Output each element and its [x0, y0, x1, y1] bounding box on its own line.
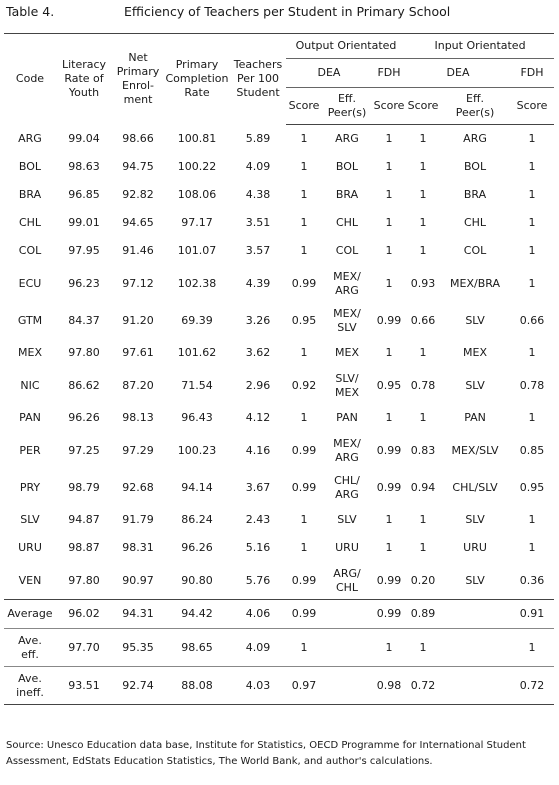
cell-literacy: 94.87 [68, 513, 100, 526]
cell-output-peers-line: MEX [335, 385, 359, 399]
cell-output-dea-score: 0.92 [291, 378, 317, 392]
header-line: Per 100 [236, 72, 280, 86]
cell-teachers: 4.39 [245, 276, 271, 290]
cell-completion: 69.39 [181, 313, 213, 327]
cell-code: VEN [18, 573, 42, 587]
cell-output-dea-score: 1 [300, 411, 308, 424]
cell-input-dea-score: 1 [419, 188, 427, 201]
cell-output-peers [322, 600, 372, 629]
cell-input-fdh: 0.72 [510, 667, 554, 705]
header-completion [164, 34, 230, 125]
cell-input-peers: BRA [463, 188, 487, 201]
cell-code [4, 667, 56, 705]
cell-output-fdh: 1 [385, 411, 393, 424]
cell-literacy: 99.04 [68, 131, 100, 145]
header-line: Primary [116, 65, 160, 79]
cell-output-fdh: 1 [385, 346, 393, 359]
header-output-dea: DEA [286, 59, 372, 88]
cell-output-fdh: 1 [385, 216, 393, 229]
cell-input-dea-score: 0.66 [410, 313, 436, 327]
cell-output-fdh: 1 [385, 513, 393, 526]
cell-code-line: Ave. [18, 671, 42, 685]
cell-input-dea-score: 0.72 [406, 667, 440, 705]
cell-input-peers: PAN [464, 411, 486, 424]
table-row [4, 237, 554, 265]
cell-input-fdh: 1 [528, 346, 536, 359]
header-line: Eff. [466, 92, 485, 105]
cell-input-fdh: 1 [528, 276, 536, 290]
cell-output-peers [322, 265, 372, 302]
cell-completion: 100.23 [177, 443, 217, 457]
summary-row [4, 667, 554, 705]
header-line: Teachers [233, 58, 283, 72]
cell-output-dea-score: 0.99 [291, 480, 317, 494]
cell-output-peers [322, 534, 372, 562]
cell-input-dea-score: 0.78 [410, 378, 436, 392]
cell-input-fdh: 0.78 [519, 378, 545, 392]
cell-output-peers [322, 506, 372, 534]
cell-teachers: 3.26 [245, 313, 271, 327]
table-row [4, 302, 554, 339]
table-caption: Efficiency of Teachers per Student in Primary School [124, 4, 451, 19]
cell-completion: 108.06 [177, 188, 217, 201]
header-line: Rate of [64, 72, 104, 86]
cell-literacy: 99.01 [68, 216, 100, 229]
cell-literacy: 97.95 [68, 244, 100, 257]
cell-output-fdh: 0.99 [376, 573, 402, 587]
cell-input-peers: BOL [463, 160, 487, 173]
header-input-orientated: Input Orientated [406, 34, 554, 59]
cell-completion: 96.26 [181, 541, 213, 554]
cell-net-primary: 92.74 [112, 667, 164, 705]
cell-input-peers [440, 629, 510, 667]
cell-input-dea-score: 0.94 [410, 480, 436, 494]
cell-input-fdh: 1 [528, 411, 536, 424]
cell-code: BRA [18, 188, 42, 201]
cell-teachers: 4.38 [245, 188, 271, 201]
header-input-fdh: FDH [510, 59, 554, 88]
cell-code: PER [19, 443, 41, 457]
cell-teachers: 4.06 [230, 600, 286, 629]
cell-output-dea-score: 0.99 [291, 276, 317, 290]
cell-literacy: 97.70 [56, 629, 112, 667]
cell-literacy: 97.80 [68, 573, 100, 587]
cell-teachers: 4.12 [245, 411, 271, 424]
cell-teachers: 3.62 [245, 346, 271, 359]
cell-output-dea-score: 1 [300, 244, 308, 257]
summary-row [4, 629, 554, 667]
cell-output-peers [322, 125, 372, 154]
cell-teachers: 4.16 [245, 443, 271, 457]
table-row [4, 125, 554, 154]
cell-input-fdh: 0.85 [519, 443, 545, 457]
cell-output-peers-line: BOL [335, 160, 359, 173]
cell-output-dea-score: 0.99 [291, 573, 317, 587]
cell-completion: 101.62 [177, 346, 217, 359]
cell-input-peers: COL [463, 244, 487, 257]
cell-input-peers: SLV [465, 313, 485, 327]
cell-completion: 88.08 [164, 667, 230, 705]
cell-net-primary: 98.31 [122, 541, 154, 554]
cell-net-primary: 91.46 [122, 244, 154, 257]
header-line: Rate [184, 86, 210, 100]
cell-output-fdh: 1 [385, 188, 393, 201]
cell-output-peers [322, 367, 372, 404]
cell-output-fdh: 0.99 [372, 600, 406, 629]
cell-code: BOL [18, 160, 42, 173]
cell-teachers: 5.76 [245, 573, 271, 587]
cell-output-peers [322, 469, 372, 506]
cell-output-dea-score: 0.97 [286, 667, 322, 705]
header-input-dea-score: Score [406, 88, 440, 125]
cell-input-fdh: 1 [528, 188, 536, 201]
cell-completion: 71.54 [181, 378, 213, 392]
cell-output-dea-score: 0.99 [286, 600, 322, 629]
cell-output-fdh: 0.99 [376, 480, 402, 494]
cell-input-peers [440, 600, 510, 629]
cell-input-fdh: 0.95 [519, 480, 545, 494]
cell-output-peers-line: CHL [335, 580, 359, 594]
cell-input-peers: URU [463, 541, 487, 554]
cell-input-dea-score: 1 [419, 411, 427, 424]
cell-output-fdh: 0.95 [376, 378, 402, 392]
cell-teachers: 5.16 [245, 541, 271, 554]
cell-output-fdh: 1 [385, 276, 393, 290]
cell-input-peers: MEX/BRA [450, 276, 500, 290]
cell-output-peers-line: ARG [335, 283, 359, 297]
cell-input-fdh: 0.91 [510, 600, 554, 629]
header-line: Peer(s) [455, 106, 495, 119]
cell-output-peers [322, 237, 372, 265]
cell-output-peers [322, 153, 372, 181]
header-line: Eff. [337, 92, 357, 105]
table-row [4, 404, 554, 432]
table-row [4, 181, 554, 209]
header-line: Primary [175, 58, 219, 72]
header-line: Enrol- [122, 79, 154, 93]
header-net-primary [112, 34, 164, 125]
cell-literacy: 96.85 [68, 188, 100, 201]
cell-input-fdh: 1 [528, 216, 536, 229]
table-row [4, 265, 554, 302]
cell-output-fdh: 0.99 [376, 313, 402, 327]
cell-input-dea-score: 1 [419, 513, 427, 526]
table-row [4, 469, 554, 506]
cell-net-primary: 91.79 [122, 513, 154, 526]
cell-completion: 102.38 [177, 276, 217, 290]
cell-net-primary: 98.13 [122, 411, 154, 424]
cell-input-dea-score: 1 [419, 216, 427, 229]
header-output-fdh: FDH [372, 59, 406, 88]
cell-output-peers [322, 209, 372, 237]
cell-completion: 86.24 [181, 513, 213, 526]
cell-net-primary: 91.20 [122, 313, 154, 327]
cell-input-dea-score: 0.93 [410, 276, 436, 290]
cell-output-dea-score: 1 [300, 132, 308, 145]
cell-completion: 98.65 [164, 629, 230, 667]
cell-input-peers: MEX/SLV [451, 443, 499, 457]
cell-completion: 90.80 [181, 573, 213, 587]
header-input-dea: DEA [406, 59, 510, 88]
cell-completion: 94.42 [164, 600, 230, 629]
cell-net-primary: 98.66 [122, 131, 154, 145]
cell-output-dea-score: 0.95 [291, 313, 317, 327]
cell-input-dea-score: 1 [419, 132, 427, 145]
cell-input-fdh: 1 [510, 629, 554, 667]
cell-code-line: ineff. [16, 685, 44, 699]
cell-output-peers-line: BRA [335, 188, 359, 201]
cell-literacy: 96.26 [68, 411, 100, 424]
cell-code-line: eff. [21, 647, 39, 661]
header-line: Completion [165, 72, 229, 86]
cell-teachers: 5.89 [245, 131, 271, 145]
cell-literacy: 98.63 [68, 160, 100, 173]
cell-output-peers-line: SLV/ [335, 371, 359, 385]
cell-input-peers: MEX [463, 346, 488, 359]
header-literacy [56, 34, 112, 125]
cell-output-peers-line: COL [335, 244, 359, 257]
cell-output-peers-line: ARG [335, 450, 359, 464]
header-line: Student [236, 86, 280, 100]
cell-output-fdh: 1 [385, 244, 393, 257]
cell-output-dea-score: 1 [300, 216, 308, 229]
cell-teachers: 3.51 [245, 216, 271, 229]
cell-input-peers: CHL/SLV [452, 480, 498, 494]
cell-code: COL [18, 244, 42, 257]
header-line: Youth [68, 86, 100, 100]
cell-code: SLV [20, 513, 40, 526]
cell-code: URU [18, 541, 42, 554]
cell-input-dea-score: 1 [419, 541, 427, 554]
cell-output-peers [322, 404, 372, 432]
cell-completion: 94.14 [181, 480, 213, 494]
header-teachers [230, 34, 286, 125]
cell-code: PRY [19, 480, 41, 494]
table-body [4, 125, 554, 600]
cell-net-primary: 97.12 [122, 276, 154, 290]
summary-row [4, 600, 554, 629]
table-row [4, 367, 554, 404]
cell-literacy: 93.51 [56, 667, 112, 705]
table-row [4, 506, 554, 534]
header-line: Literacy [61, 58, 107, 72]
cell-input-fdh: 1 [528, 132, 536, 145]
cell-output-peers-line: MEX/ [333, 436, 361, 450]
cell-input-fdh: 1 [528, 160, 536, 173]
cell-input-dea-score: 0.89 [406, 600, 440, 629]
cell-completion: 101.07 [177, 244, 217, 257]
cell-input-dea-score: 1 [419, 244, 427, 257]
cell-net-primary: 90.97 [122, 573, 154, 587]
cell-output-dea-score: 0.99 [291, 443, 317, 457]
cell-output-peers-line: SLV [337, 320, 357, 334]
cell-output-fdh: 0.98 [372, 667, 406, 705]
cell-literacy: 98.79 [68, 480, 100, 494]
cell-code [4, 629, 56, 667]
cell-net-primary: 87.20 [122, 378, 154, 392]
cell-output-dea-score: 1 [300, 188, 308, 201]
cell-code [4, 600, 56, 629]
cell-input-peers: SLV [465, 513, 485, 526]
cell-output-peers-line: PAN [336, 411, 358, 424]
cell-literacy: 97.25 [68, 443, 100, 457]
cell-output-fdh: 1 [385, 132, 393, 145]
cell-output-peers-line: MEX [335, 346, 359, 359]
cell-input-fdh: 1 [528, 541, 536, 554]
cell-output-peers [322, 181, 372, 209]
cell-net-primary: 92.82 [122, 188, 154, 201]
cell-output-peers [322, 667, 372, 705]
cell-output-dea-score: 1 [300, 513, 308, 526]
cell-input-dea-score: 0.20 [410, 573, 436, 587]
cell-code: ECU [18, 276, 42, 290]
cell-output-peers-line: ARG [335, 132, 359, 145]
table-number: Table 4. [6, 4, 55, 19]
cell-teachers: 2.43 [245, 513, 271, 526]
cell-code: ARG [18, 131, 42, 145]
cell-literacy: 97.80 [68, 346, 100, 359]
header-code: Code [4, 34, 56, 125]
cell-literacy: 86.62 [68, 378, 100, 392]
cell-code: CHL [18, 216, 42, 229]
efficiency-table [4, 33, 554, 705]
table-row [4, 562, 554, 600]
cell-literacy: 96.02 [56, 600, 112, 629]
cell-output-peers [322, 339, 372, 367]
header-output-orientated: Output Orientated [286, 34, 406, 59]
cell-input-peers [440, 667, 510, 705]
cell-input-peers: SLV [465, 378, 485, 392]
cell-output-fdh: 1 [385, 160, 393, 173]
cell-net-primary: 97.29 [122, 443, 154, 457]
cell-output-peers [322, 562, 372, 600]
cell-output-peers-line: ARG [335, 487, 359, 501]
table-row [4, 534, 554, 562]
cell-input-dea-score: 1 [406, 629, 440, 667]
cell-code: MEX [18, 346, 42, 359]
cell-code: PAN [19, 411, 41, 424]
header-line: Peer(s) [327, 106, 367, 119]
cell-input-fdh: 1 [528, 244, 536, 257]
header-output-fdh-score: Score [372, 88, 406, 125]
header-line: ment [123, 93, 153, 107]
cell-completion: 100.81 [177, 131, 217, 145]
cell-net-primary: 97.61 [122, 346, 154, 359]
source-note: Source: Unesco Education data base, Institute for Statistics, OECD Programme for International Student Assessment, EdStats Education Statistics, The World Bank, and author's calculations. [6, 740, 526, 767]
cell-input-fdh: 0.66 [519, 313, 545, 327]
header-output-eff-peers [322, 88, 372, 125]
cell-net-primary: 92.68 [122, 480, 154, 494]
cell-output-peers [322, 302, 372, 339]
table-row [4, 339, 554, 367]
cell-teachers: 4.03 [230, 667, 286, 705]
cell-input-fdh: 1 [528, 513, 536, 526]
table-title [6, 2, 554, 22]
cell-input-dea-score: 1 [419, 160, 427, 173]
cell-input-peers: SLV [465, 573, 485, 587]
cell-output-peers-line: CHL/ [334, 473, 360, 487]
cell-teachers: 4.09 [230, 629, 286, 667]
cell-code: GTM [17, 313, 43, 327]
cell-teachers: 2.96 [245, 378, 271, 392]
header-output-dea-score: Score [286, 88, 322, 125]
cell-code: NIC [20, 378, 40, 392]
cell-teachers: 3.57 [245, 244, 271, 257]
cell-output-peers-line: CHL [335, 216, 359, 229]
cell-net-primary: 94.65 [122, 216, 154, 229]
cell-literacy: 98.87 [68, 541, 100, 554]
table-row [4, 153, 554, 181]
header-input-fdh-score: Score [510, 88, 554, 125]
cell-output-peers [322, 432, 372, 469]
cell-teachers: 3.67 [245, 480, 271, 494]
cell-input-dea-score: 1 [419, 346, 427, 359]
cell-literacy: 96.23 [68, 276, 100, 290]
table-header [4, 34, 554, 125]
cell-output-peers-line: SLV [337, 513, 357, 526]
cell-completion: 96.43 [181, 411, 213, 424]
table-summary [4, 600, 554, 705]
cell-output-peers-line: ARG/ [333, 566, 361, 580]
header-line: Net [128, 51, 148, 65]
cell-output-dea-score: 1 [300, 160, 308, 173]
cell-literacy: 84.37 [68, 313, 100, 327]
cell-output-peers-line: MEX/ [333, 306, 361, 320]
cell-output-fdh: 0.99 [376, 443, 402, 457]
cell-output-peers [322, 629, 372, 667]
cell-output-peers-line: URU [335, 541, 359, 554]
cell-output-fdh: 1 [372, 629, 406, 667]
cell-output-dea-score: 1 [300, 346, 308, 359]
header-input-eff-peers [440, 88, 510, 125]
cell-input-fdh: 0.36 [519, 573, 545, 587]
table-row [4, 209, 554, 237]
cell-completion: 100.22 [177, 160, 217, 173]
cell-output-fdh: 1 [385, 541, 393, 554]
cell-code-line: Average [7, 607, 53, 620]
table-row [4, 432, 554, 469]
cell-output-peers-line: MEX/ [333, 269, 361, 283]
cell-teachers: 4.09 [245, 160, 271, 173]
cell-code-line: Ave. [18, 633, 42, 647]
cell-completion: 97.17 [181, 216, 213, 229]
cell-net-primary: 94.31 [112, 600, 164, 629]
cell-input-peers: CHL [463, 216, 487, 229]
cell-output-dea-score: 1 [286, 629, 322, 667]
cell-net-primary: 94.75 [122, 160, 154, 173]
cell-input-dea-score: 0.83 [410, 443, 436, 457]
cell-input-peers: ARG [463, 132, 487, 145]
cell-net-primary: 95.35 [112, 629, 164, 667]
cell-output-dea-score: 1 [300, 541, 308, 554]
